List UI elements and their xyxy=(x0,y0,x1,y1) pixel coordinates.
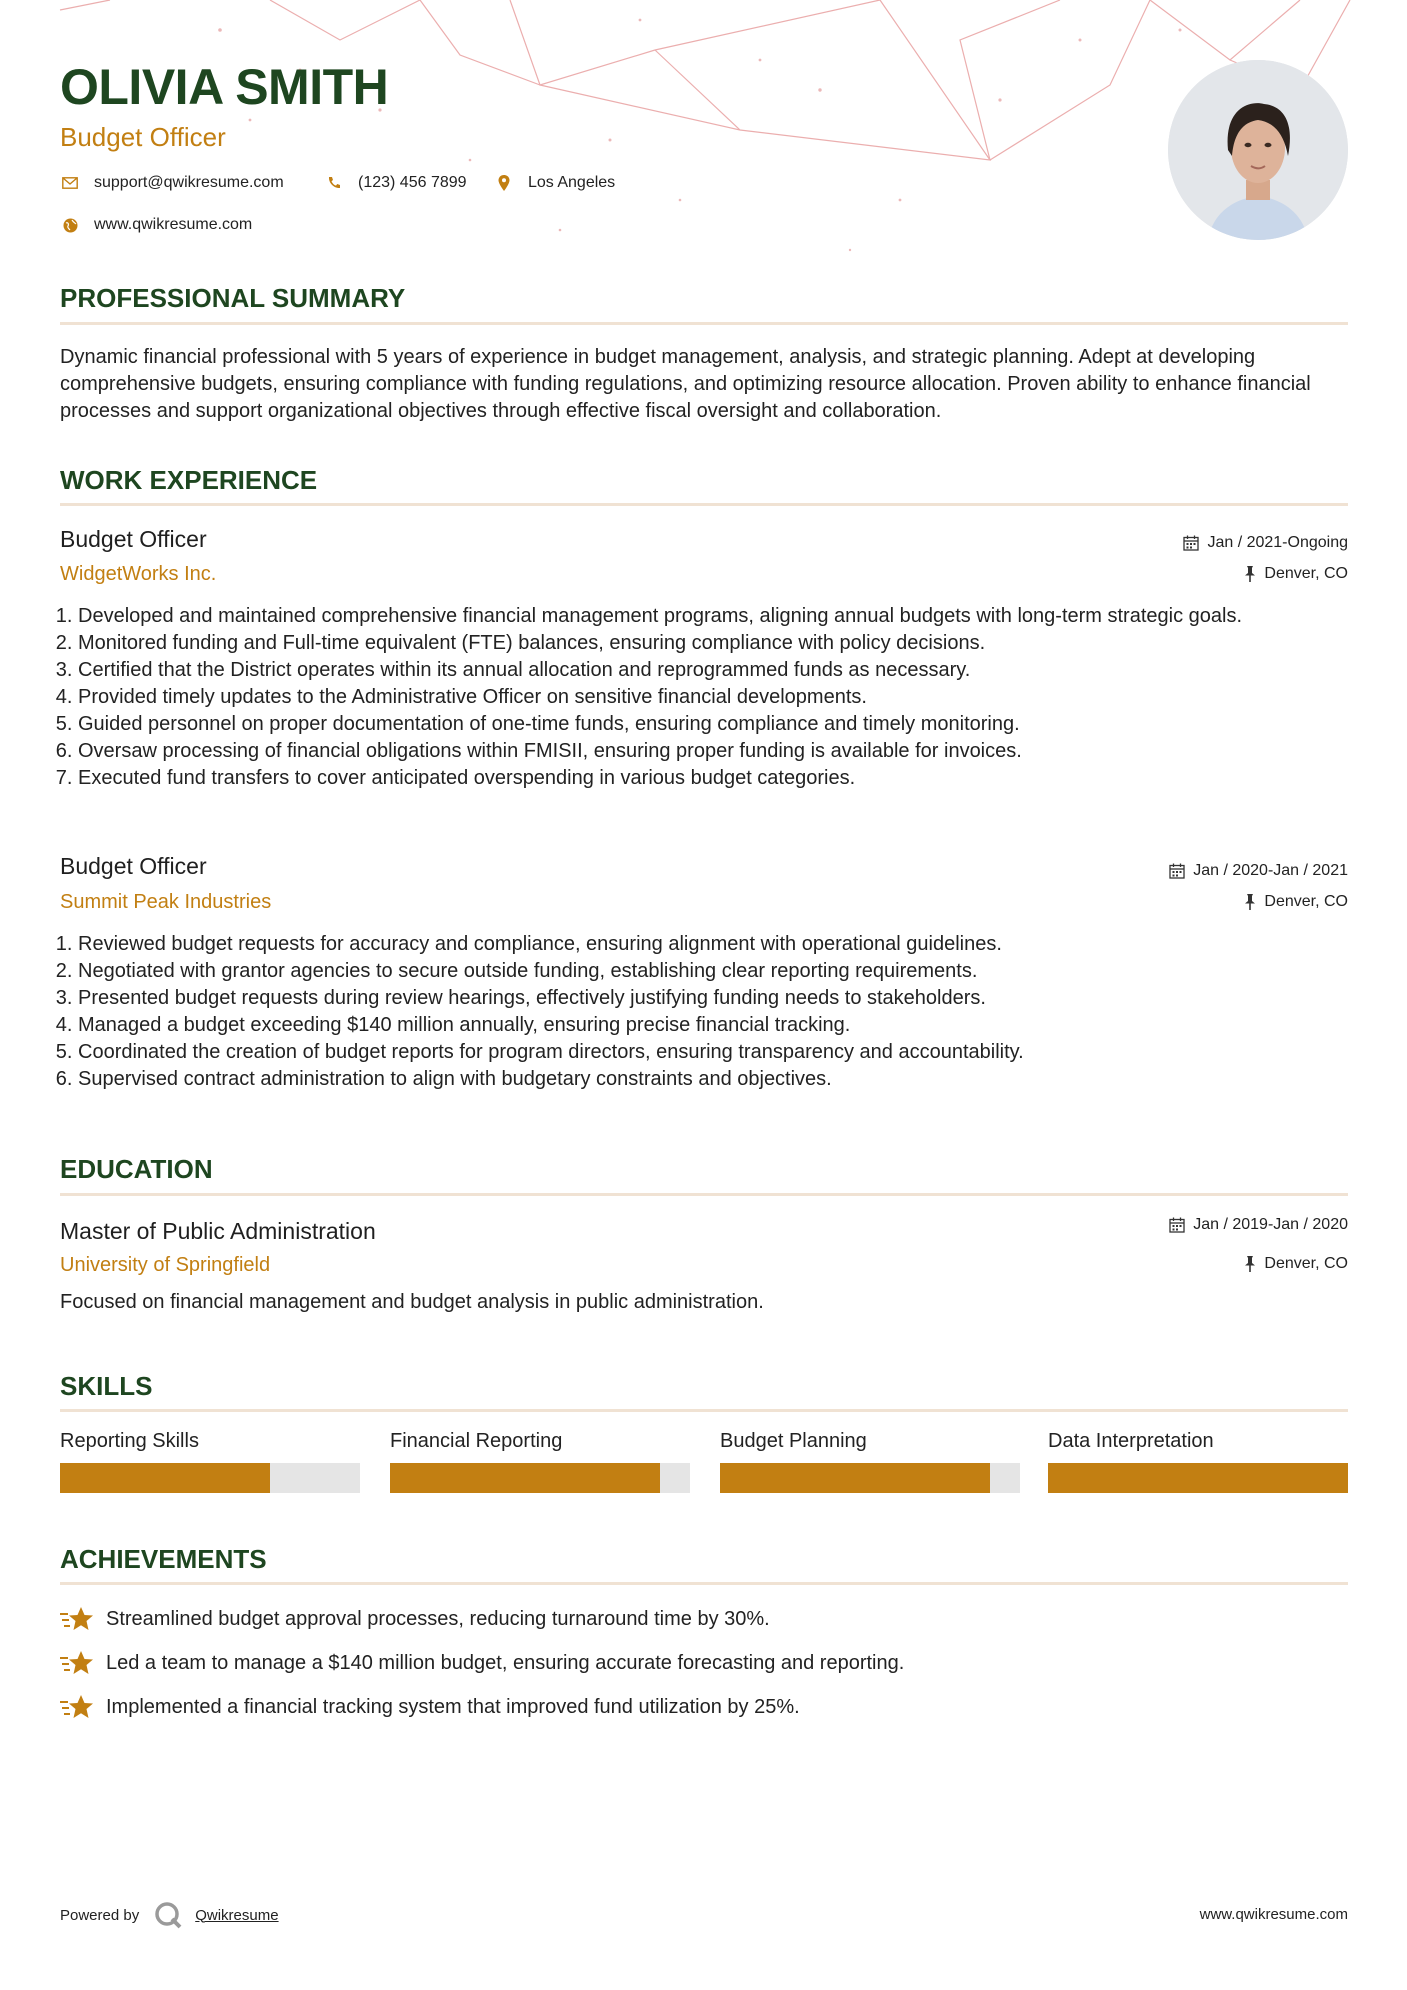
achievement-text: Implemented a financial tracking system that improved fund utilization by 25%. xyxy=(106,1695,800,1718)
pushpin-icon xyxy=(1244,1256,1256,1272)
job-title: Budget Officer xyxy=(60,526,207,552)
skill-item xyxy=(720,1430,1020,1493)
candidate-name: OLIVIA SMITH xyxy=(60,59,389,115)
job-bullet-list xyxy=(60,603,1366,792)
education-dates-text: Jan / 2019-Jan / 2020 xyxy=(1193,1216,1348,1233)
list-item: 6. Supervised contract administration to align with budgetary constraints and objectives. xyxy=(78,1066,1366,1093)
achievements-heading: ACHIEVEMENTS xyxy=(60,1544,267,1574)
job-company: WidgetWorks Inc. xyxy=(60,563,217,585)
skill-bar-track xyxy=(60,1463,360,1493)
pushpin-icon xyxy=(1244,894,1256,910)
skill-bar-track xyxy=(1048,1463,1348,1493)
list-item: 1. Reviewed budget requests for accuracy and compliance, ensuring alignment with operational guidelines. xyxy=(78,931,1366,958)
email-text: support@qwikresume.com xyxy=(94,174,284,191)
skill-bar-track xyxy=(720,1463,1020,1493)
job-company: Summit Peak Industries xyxy=(60,891,272,913)
summary-text: Dynamic financial professional with 5 years of experience in budget management, analysis, and strategic planning. Adept at developing comprehensive budgets, ensuring compliance with funding regulations, and optimizing resource allocation. Proven ability to enhance financial processes and support organizational objectives through effective fiscal oversight and collaboration. xyxy=(60,346,1311,422)
summary-heading: PROFESSIONAL SUMMARY xyxy=(60,283,406,313)
skill-item xyxy=(390,1430,690,1493)
phone-text: (123) 456 7899 xyxy=(358,174,467,191)
job-bullet-list xyxy=(60,931,1366,1093)
contact-email[interactable] xyxy=(60,174,284,192)
education-location-text: Denver, CO xyxy=(1264,1255,1348,1272)
section-divider xyxy=(60,503,1348,506)
section-divider xyxy=(60,1409,1348,1412)
skill-label: Reporting Skills xyxy=(60,1430,199,1452)
list-item: 5. Coordinated the creation of budget reports for program directors, ensuring transparency and accountability. xyxy=(78,1039,1366,1066)
calendar-icon xyxy=(1169,1217,1185,1233)
list-item: 1. Developed and maintained comprehensive financial management programs, aligning annual budgets with long-term strategic goals. xyxy=(78,603,1366,630)
contact-location xyxy=(494,174,615,192)
star-icon xyxy=(60,1649,94,1677)
list-item: 5. Guided personnel on proper documentation of one-time funds, ensuring compliance and timely monitoring. xyxy=(78,711,1366,738)
section-divider xyxy=(60,1582,1348,1585)
skill-label: Data Interpretation xyxy=(1048,1430,1214,1452)
qwikresume-logo-icon xyxy=(153,1900,183,1930)
job-location xyxy=(1244,893,1348,911)
job-location-text: Denver, CO xyxy=(1264,565,1348,582)
achievement-item xyxy=(60,1693,800,1721)
job-dates-text: Jan / 2021-Ongoing xyxy=(1207,534,1348,551)
skill-item xyxy=(60,1430,360,1493)
education-dates xyxy=(1169,1216,1348,1234)
phone-icon xyxy=(324,175,344,191)
experience-heading: WORK EXPERIENCE xyxy=(60,465,318,495)
education-heading: EDUCATION xyxy=(60,1154,213,1184)
skill-bar-fill xyxy=(1048,1463,1348,1493)
skill-bar-fill xyxy=(720,1463,990,1493)
achievement-text: Led a team to manage a $140 million budget, ensuring accurate forecasting and reporting. xyxy=(106,1651,905,1674)
qwikresume-link[interactable]: Qwikresume xyxy=(195,1906,279,1924)
website-text: www.qwikresume.com xyxy=(94,216,253,233)
footer-powered-by xyxy=(60,1900,279,1930)
list-item: 2. Negotiated with grantor agencies to secure outside funding, establishing clear reporting requirements. xyxy=(78,958,1366,985)
list-item: 7. Executed fund transfers to cover anticipated overspending in various budget categories. xyxy=(78,765,1366,792)
profile-photo xyxy=(1168,60,1348,240)
section-divider xyxy=(60,322,1348,325)
skill-item xyxy=(1048,1430,1348,1493)
skill-bar-fill xyxy=(390,1463,660,1493)
calendar-icon xyxy=(1169,863,1185,879)
achievement-text: Streamlined budget approval processes, reducing turnaround time by 30%. xyxy=(106,1607,770,1630)
footer-website[interactable]: www.qwikresume.com xyxy=(1199,1906,1348,1923)
job-dates xyxy=(1183,534,1348,552)
job-location-text: Denver, CO xyxy=(1264,893,1348,910)
achievement-item xyxy=(60,1649,904,1677)
pushpin-icon xyxy=(1244,566,1256,582)
contact-phone[interactable] xyxy=(324,174,467,192)
star-icon xyxy=(60,1605,94,1633)
location-text: Los Angeles xyxy=(528,174,616,191)
skill-label: Budget Planning xyxy=(720,1430,867,1452)
job-dates xyxy=(1169,862,1348,880)
job-location xyxy=(1244,565,1348,583)
candidate-role: Budget Officer xyxy=(60,122,226,152)
globe-icon xyxy=(60,217,80,233)
skill-label: Financial Reporting xyxy=(390,1430,563,1452)
achievement-item xyxy=(60,1605,770,1633)
section-divider xyxy=(60,1193,1348,1196)
list-item: 6. Oversaw processing of financial obligations within FMISII, ensuring proper funding is available for invoices. xyxy=(78,738,1366,765)
skills-heading: SKILLS xyxy=(60,1371,153,1401)
email-icon xyxy=(60,175,80,191)
education-location xyxy=(1244,1255,1348,1273)
map-pin-icon xyxy=(494,175,514,191)
list-item: 3. Certified that the District operates within its annual allocation and reprogrammed funds as necessary. xyxy=(78,657,1366,684)
job-title: Budget Officer xyxy=(60,853,207,879)
list-item: 3. Presented budget requests during review hearings, effectively justifying funding needs to stakeholders. xyxy=(78,985,1366,1012)
list-item: 4. Managed a budget exceeding $140 million annually, ensuring precise financial tracking. xyxy=(78,1012,1366,1039)
list-item: 4. Provided timely updates to the Administrative Officer on sensitive financial developments. xyxy=(78,684,1366,711)
star-icon xyxy=(60,1693,94,1721)
degree-title: Master of Public Administration xyxy=(60,1218,376,1244)
powered-by-text: Powered by xyxy=(60,1906,140,1924)
education-description: Focused on financial management and budget analysis in public administration. xyxy=(60,1291,764,1313)
skill-bar-fill xyxy=(60,1463,270,1493)
list-item: 2. Monitored funding and Full-time equivalent (FTE) balances, ensuring compliance with policy decisions. xyxy=(78,630,1366,657)
job-dates-text: Jan / 2020-Jan / 2021 xyxy=(1193,862,1348,879)
calendar-icon xyxy=(1183,535,1199,551)
skill-bar-track xyxy=(390,1463,690,1493)
school-name: University of Springfield xyxy=(60,1254,271,1276)
contact-website[interactable] xyxy=(60,216,252,234)
